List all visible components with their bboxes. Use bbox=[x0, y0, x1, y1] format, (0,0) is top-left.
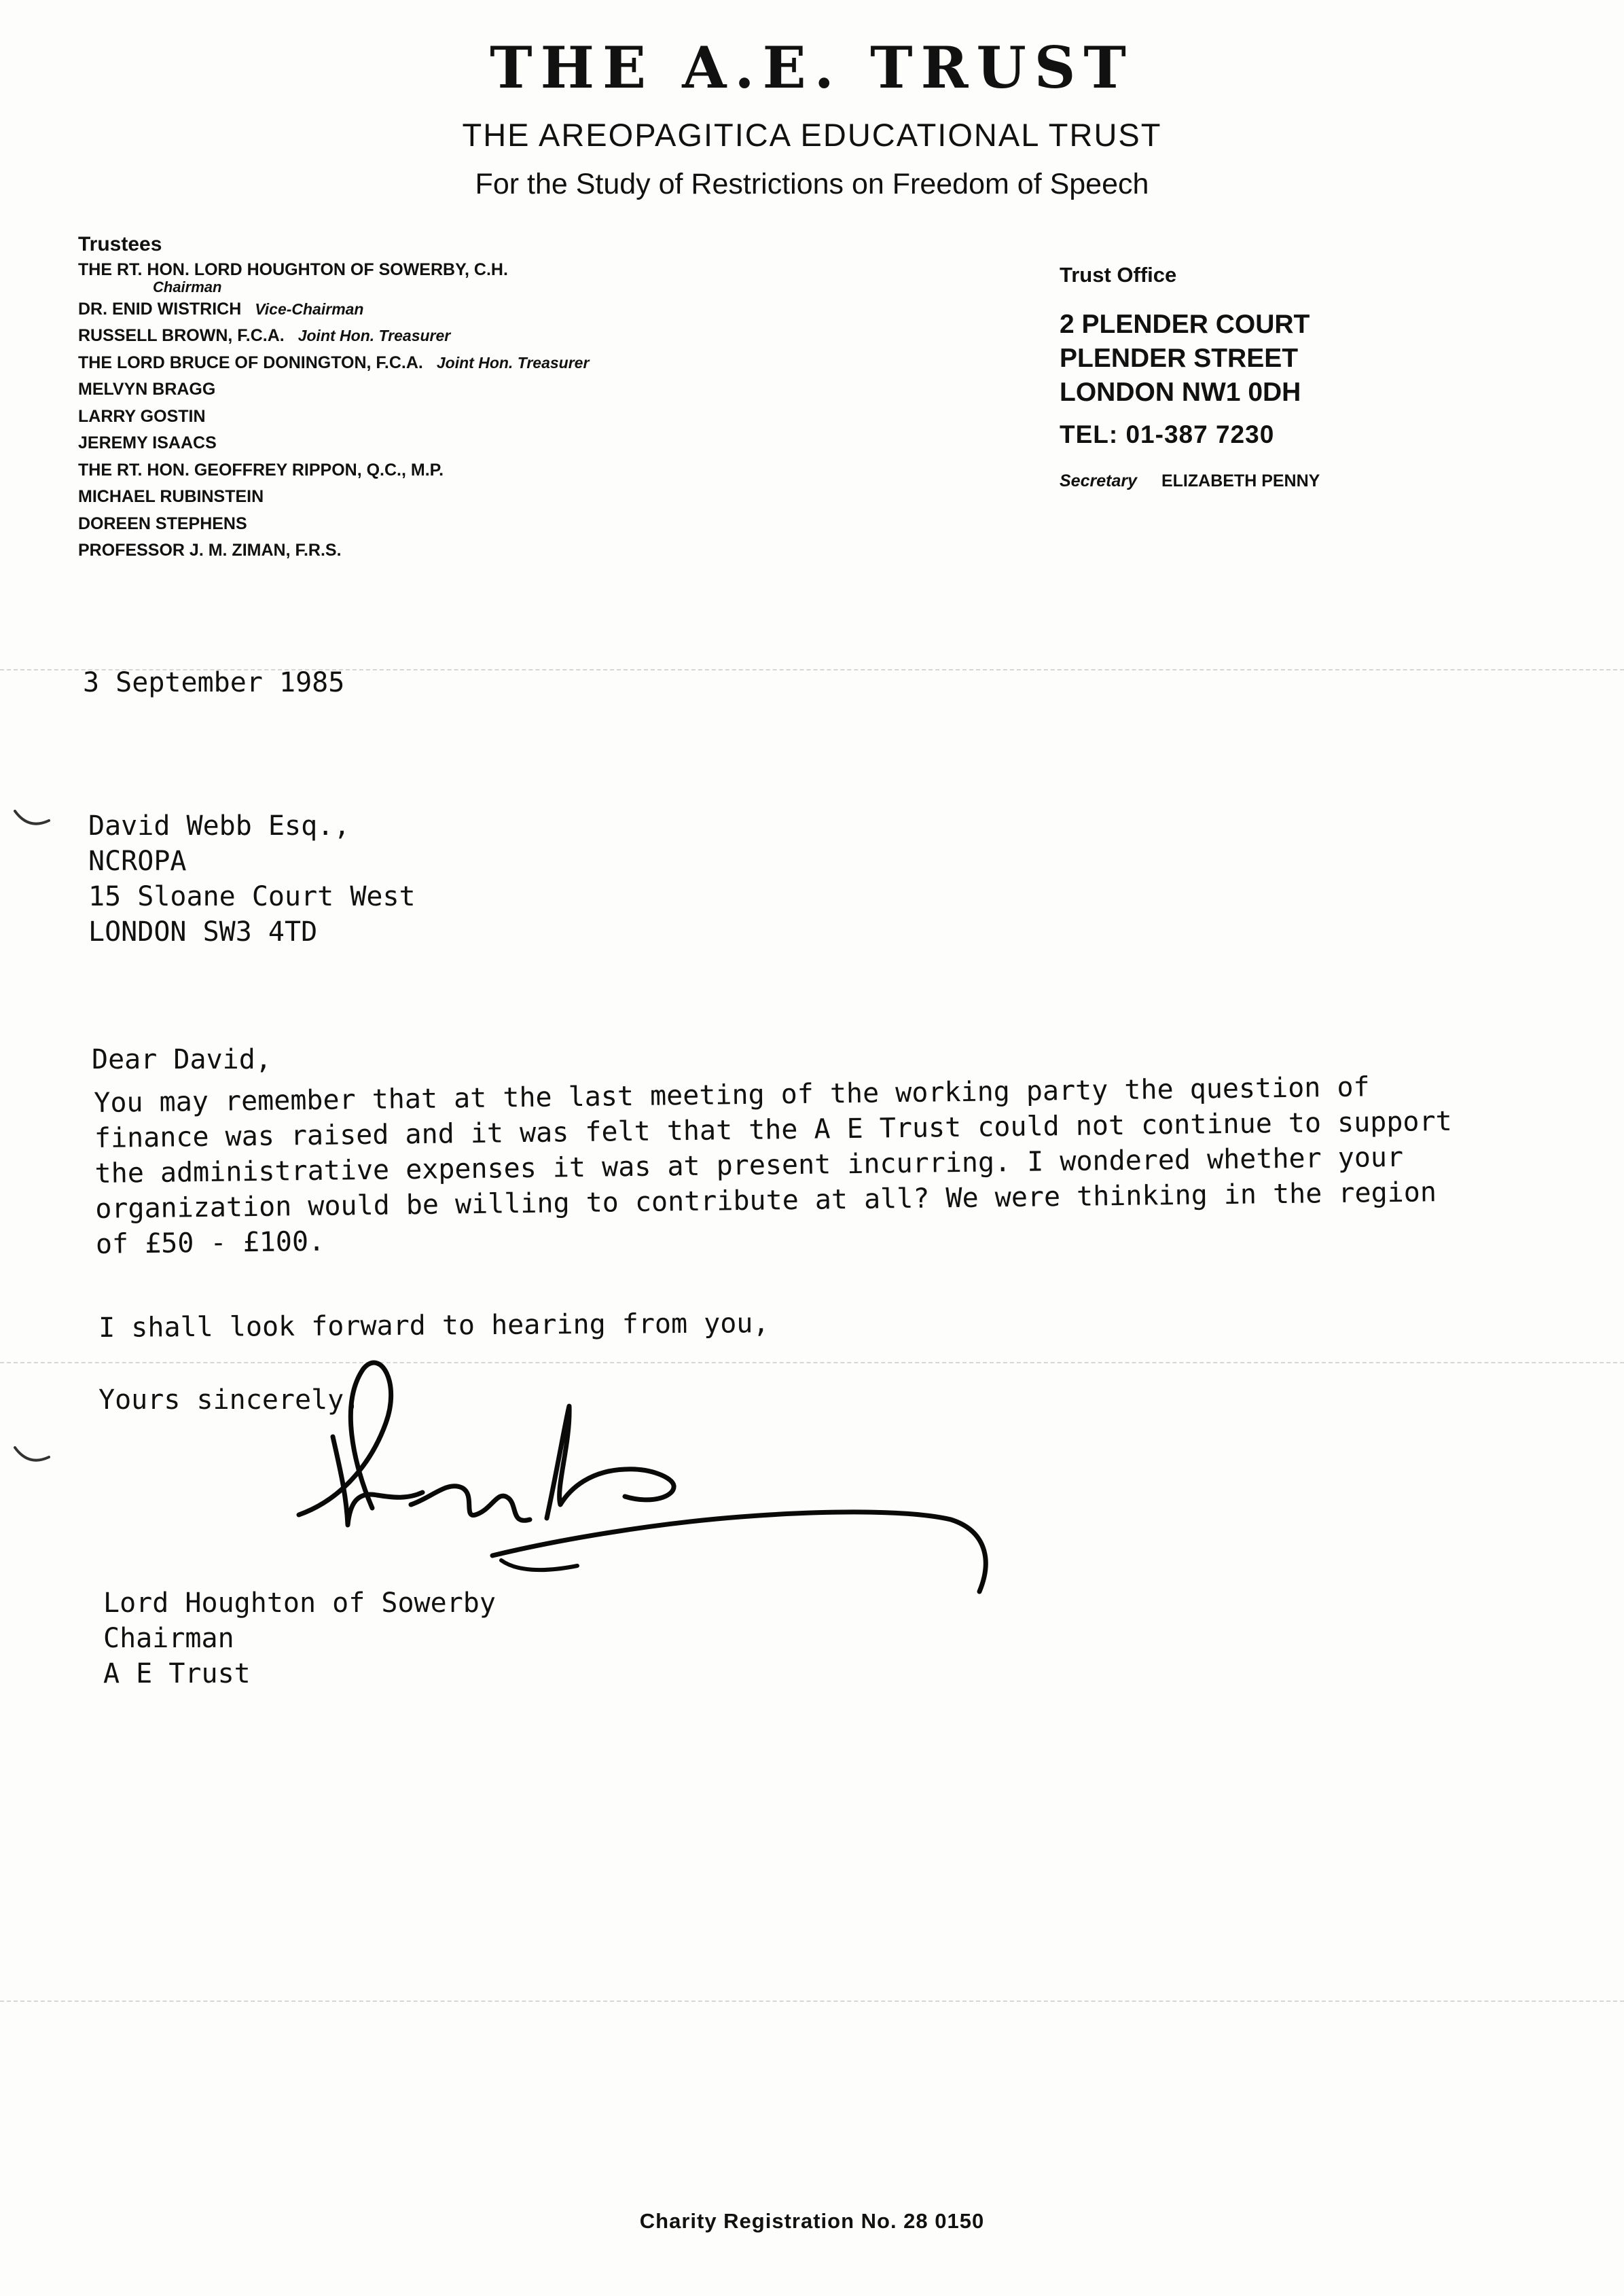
signatory-organization: A E Trust bbox=[103, 1658, 251, 1689]
trustee-row bbox=[78, 323, 893, 350]
signatory-name: Lord Houghton of Sowerby bbox=[103, 1588, 496, 1619]
punch-hole-mark bbox=[12, 807, 52, 834]
trustees-heading: Trustees bbox=[78, 233, 162, 255]
office-heading: Trust Office bbox=[1060, 263, 1177, 287]
trustee-name: THE RT. HON. GEOFFREY RIPPON, Q.C., M.P. bbox=[78, 460, 444, 480]
secretary-label: Secretary bbox=[1060, 471, 1137, 490]
recipient-line: NCROPA bbox=[88, 846, 187, 877]
trustee-row bbox=[78, 511, 893, 538]
trustee-name: DR. ENID WISTRICH bbox=[78, 299, 242, 319]
signatory-title: Chairman bbox=[103, 1623, 234, 1654]
letterhead-purpose: For the Study of Restrictions on Freedom of Speech bbox=[475, 168, 1149, 200]
letter-body bbox=[94, 1067, 1556, 1262]
recipient-address bbox=[88, 808, 416, 950]
office-telephone: TEL: 01-387 7230 bbox=[1060, 420, 1275, 448]
valediction: Yours sincerely, bbox=[98, 1384, 361, 1416]
recipient-line: LONDON SW3 4TD bbox=[88, 916, 318, 948]
body-line: organization would be willing to contribute at all? We were thinking in the region bbox=[94, 1177, 1437, 1225]
trustee-name: DOREEN STEPHENS bbox=[78, 514, 247, 533]
trustee-row bbox=[78, 457, 893, 484]
office-address-line: 2 PLENDER COURT bbox=[1060, 310, 1310, 339]
body-line: finance was raised and it was felt that the A E Trust could not continue to support bbox=[94, 1105, 1452, 1154]
handwritten-signature bbox=[272, 1342, 1032, 1613]
fold-line bbox=[0, 2001, 1624, 2002]
signatory-block bbox=[103, 1585, 496, 1691]
salutation: Dear David, bbox=[92, 1044, 272, 1075]
trustee-row bbox=[78, 376, 893, 403]
trustees-list bbox=[78, 232, 893, 564]
letter-date: 3 September 1985 bbox=[83, 667, 345, 698]
trustee-row bbox=[78, 430, 893, 457]
secretary-name: ELIZABETH PENNY bbox=[1161, 471, 1320, 490]
office-secretary bbox=[1060, 471, 1440, 491]
trustee-role: Joint Hon. Treasurer bbox=[436, 353, 590, 372]
letterhead-subtitle: THE AREOPAGITICA EDUCATIONAL TRUST bbox=[462, 117, 1162, 153]
trustee-name: PROFESSOR J. M. ZIMAN, F.R.S. bbox=[78, 541, 342, 560]
trustee-name: THE LORD BRUCE OF DONINGTON, F.C.A. bbox=[78, 353, 423, 372]
trustee-role: Vice-Chairman bbox=[255, 300, 364, 318]
closing-line: I shall look forward to hearing from you, bbox=[98, 1308, 770, 1344]
trustee-row bbox=[78, 537, 893, 564]
trustee-row bbox=[78, 484, 893, 511]
body-line: You may remember that at the last meeting of the working party the question of bbox=[94, 1071, 1370, 1119]
trustee-row bbox=[78, 296, 893, 323]
trust-office-block bbox=[1060, 262, 1440, 491]
body-line: the administrative expenses it was at present incurring. I wondered whether your bbox=[94, 1141, 1404, 1189]
charity-registration: Charity Registration No. 28 0150 bbox=[639, 2209, 985, 2233]
trustee-role: Chairman bbox=[153, 278, 222, 295]
body-line: of £50 - £100. bbox=[95, 1225, 325, 1260]
punch-hole-mark bbox=[12, 1443, 52, 1471]
trustee-row bbox=[78, 403, 893, 431]
trustee-name: RUSSELL BROWN, F.C.A. bbox=[78, 326, 285, 345]
office-address-line: LONDON NW1 0DH bbox=[1060, 378, 1301, 407]
office-address-line: PLENDER STREET bbox=[1060, 344, 1299, 373]
trustee-row bbox=[78, 350, 893, 377]
trustee-name: JEREMY ISAACS bbox=[78, 433, 217, 452]
letterhead-title: THE A.E. TRUST bbox=[490, 34, 1134, 101]
recipient-line: 15 Sloane Court West bbox=[88, 881, 416, 912]
trustee-name: LARRY GOSTIN bbox=[78, 406, 206, 426]
trustee-name: THE RT. HON. LORD HOUGHTON OF SOWERBY, C.H. bbox=[78, 260, 508, 279]
recipient-line: David Webb Esq., bbox=[88, 810, 350, 842]
trustee-role: Joint Hon. Treasurer bbox=[297, 327, 451, 344]
trustee-name: MICHAEL RUBINSTEIN bbox=[78, 487, 264, 506]
trustee-name: MELVYN BRAGG bbox=[78, 380, 216, 399]
